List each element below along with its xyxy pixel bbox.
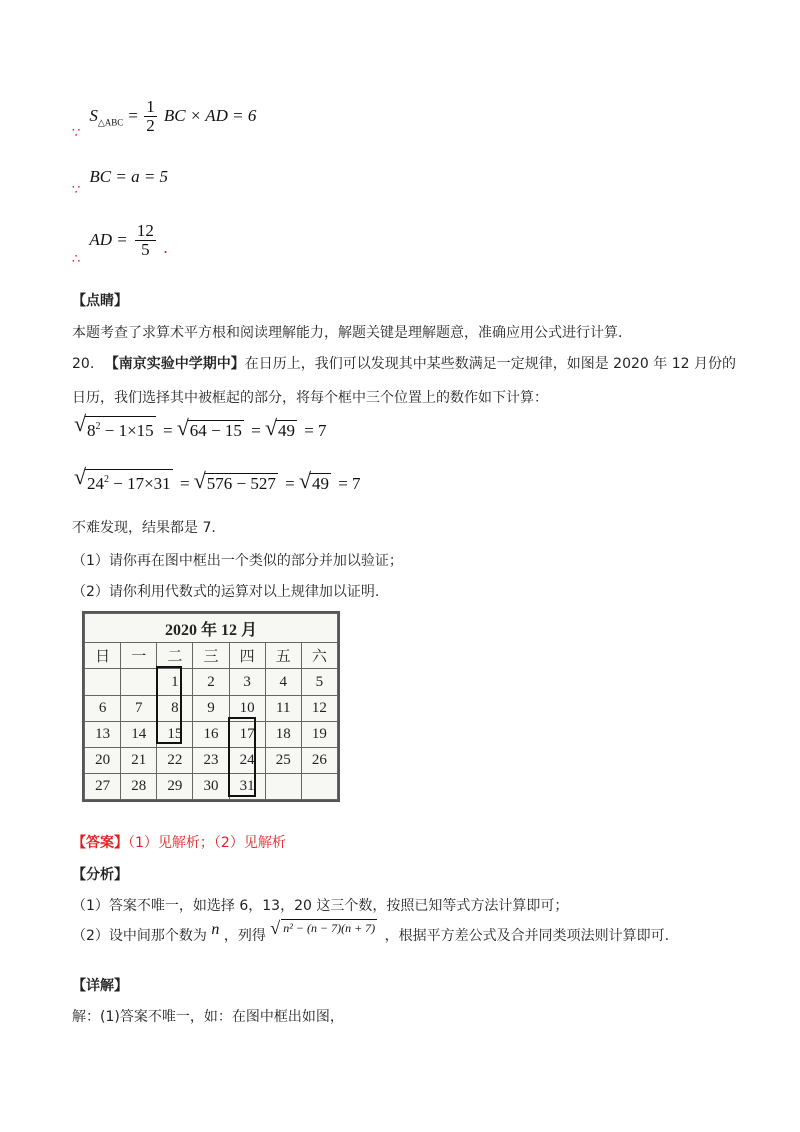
- day-cell: 14: [121, 721, 157, 747]
- weekday-cell: 六: [301, 643, 337, 669]
- day-cell: [121, 669, 157, 695]
- day-cell: 21: [121, 747, 157, 773]
- answer-label: 【答案】: [72, 835, 128, 851]
- day-cell: 8: [157, 695, 193, 721]
- day-cell: 2: [193, 669, 229, 695]
- question-2: （2）请你利用代数式的运算对以上规律加以证明.: [72, 584, 380, 600]
- analysis-part-2: （2）设中间那个数为 n ，列得 √ n² − (n − 7)(n + 7) ，根据平方差公式及合并同类项法则计算即可.: [72, 918, 670, 944]
- day-cell: 15: [157, 721, 193, 747]
- analysis-part-1: （1）答案不唯一，如选择 6，13，20 这三个数，按照已知等式方法计算即可；: [72, 898, 569, 914]
- detail-label: 【详解】: [72, 978, 128, 994]
- weekday-cell: 五: [265, 643, 301, 669]
- variable-n: n: [211, 921, 220, 938]
- therefore-symbol: ∴: [72, 252, 81, 267]
- area-symbol: $S_{\triangle ABC}$: [89, 106, 124, 128]
- fraction-half: $\frac{1}{2}$: [146, 97, 155, 135]
- proof-line-1: $_\because$ $S_{\triangle ABC}$ = $\frac{1}{2}$ BC × AD = 6: [72, 97, 257, 141]
- ad-lhs: AD =: [89, 230, 128, 249]
- day-cell: [301, 773, 337, 799]
- equation-2: √ $24^2 - 17\times 31$ = √ 576 − 527 = √ 49 = 7: [74, 464, 361, 493]
- weekday-row: [85, 643, 338, 669]
- because-symbol: ∵: [72, 183, 81, 198]
- day-cell: 1: [157, 669, 193, 695]
- calendar-week: [85, 721, 338, 747]
- day-cell: [265, 773, 301, 799]
- day-cell: 20: [85, 747, 121, 773]
- problem-line-2: 日历，我们选择其中被框起的部分，将每个框中三个位置上的数作如下计算：: [72, 390, 548, 406]
- day-cell: 13: [85, 721, 121, 747]
- day-cell: [85, 669, 121, 695]
- comment-body: 本题考查了求算术平方根和阅读理解能力，解题关键是理解题意，准确应用公式进行计算.: [72, 325, 623, 341]
- day-cell: 30: [193, 773, 229, 799]
- problem-source: 【南京实验中学期中】: [104, 356, 245, 372]
- problem-number: 20.: [72, 356, 95, 372]
- weekday-cell: 三: [193, 643, 229, 669]
- day-cell: 26: [301, 747, 337, 773]
- day-cell: 10: [229, 695, 265, 721]
- day-cell: 25: [265, 747, 301, 773]
- analysis-label: 【分析】: [72, 867, 128, 883]
- comment-title: 【点睛】: [72, 293, 128, 309]
- selection-frame-1-8-15: [156, 666, 182, 744]
- selection-frame-17-24-31: [228, 717, 256, 797]
- day-cell: 9: [193, 695, 229, 721]
- radical-expression: √ n² − (n − 7)(n + 7): [270, 918, 376, 938]
- answer-text: （1）见解析；（2）见解析: [128, 835, 286, 851]
- equation-1: √ $8^2 - 1\times 15$ = √ 64 − 15 = √ 49 = 7: [74, 411, 327, 440]
- weekday-cell: 一: [121, 643, 157, 669]
- day-cell: 19: [301, 721, 337, 747]
- bc-expression: BC = a = 5: [89, 167, 169, 186]
- calendar-week: [85, 773, 338, 799]
- answer-line: [72, 832, 286, 852]
- calendar-table: [84, 613, 338, 800]
- day-cell: 22: [157, 747, 193, 773]
- calendar-week: [85, 695, 338, 721]
- calendar-image: [82, 611, 340, 802]
- day-cell: 6: [85, 695, 121, 721]
- day-cell: 27: [85, 773, 121, 799]
- day-cell: 3: [229, 669, 265, 695]
- day-cell: 31: [229, 773, 265, 799]
- because-symbol: ∵: [72, 126, 81, 141]
- day-cell: 11: [265, 695, 301, 721]
- weekday-cell: 二: [157, 643, 193, 669]
- day-cell: 29: [157, 773, 193, 799]
- day-cell: 17: [229, 721, 265, 747]
- problem-line-1: [72, 353, 736, 373]
- day-cell: 12: [301, 695, 337, 721]
- question-1: （1）请你再在图中框出一个类似的部分并加以验证；: [72, 553, 403, 569]
- period: .: [162, 238, 169, 257]
- day-cell: 18: [265, 721, 301, 747]
- day-cell: 28: [121, 773, 157, 799]
- proof-line-3: [72, 221, 169, 267]
- fraction-12-5: $\frac{12}{5}$: [136, 221, 154, 259]
- calendar-title: 2020 年 12 月: [85, 614, 338, 643]
- weekday-cell: 四: [229, 643, 265, 669]
- day-cell: 4: [265, 669, 301, 695]
- observation: 不难发现，结果都是 7.: [72, 520, 216, 536]
- weekday-cell: 日: [85, 643, 121, 669]
- detail-text: 解：(1)答案不唯一，如：在图中框出如图，: [72, 1009, 344, 1025]
- area-expression: BC × AD = 6: [163, 106, 257, 125]
- day-cell: 24: [229, 747, 265, 773]
- proof-line-2: [72, 167, 169, 198]
- calendar-week: [85, 747, 338, 773]
- problem-text-1: 在日历上，我们可以发现其中某些数满足一定规律，如图是 2020 年 12 月份的: [244, 356, 736, 372]
- calendar-week: [85, 669, 338, 695]
- day-cell: 5: [301, 669, 337, 695]
- day-cell: 23: [193, 747, 229, 773]
- day-cell: 16: [193, 721, 229, 747]
- day-cell: 7: [121, 695, 157, 721]
